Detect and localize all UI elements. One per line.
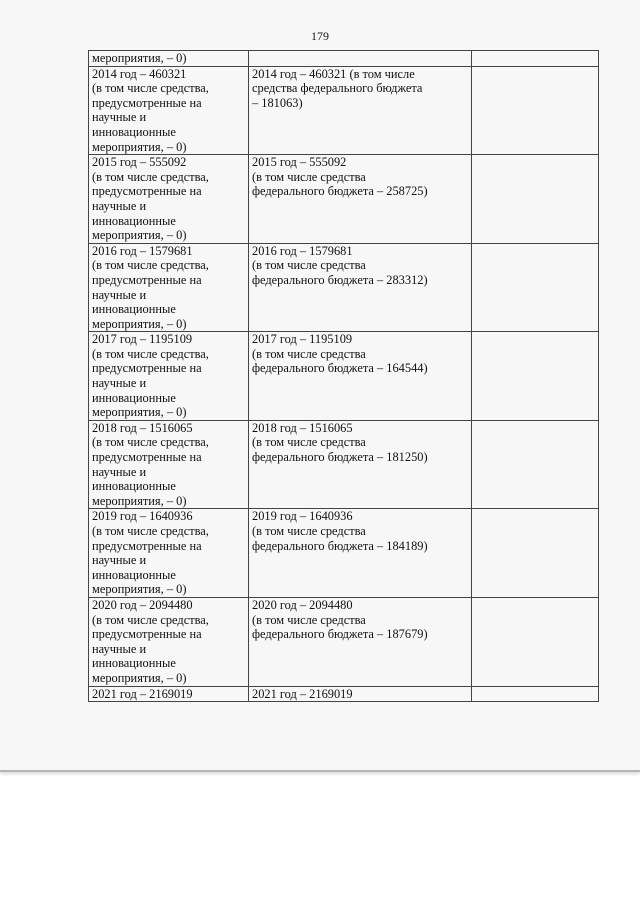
cell-line: (в том числе средства, [92,346,209,361]
cell-line: федерального бюджета – 181250) [252,450,428,465]
cell-line: (в том числе средства [252,524,366,538]
cell-line: научные и [92,553,147,568]
cell-line: (в том числе средства [252,258,366,273]
table-cell-col2 [249,66,472,155]
cell-line: предусмотренные на [92,627,202,642]
cell-line: инновационные [92,213,176,228]
table-cell-col2 [249,243,472,332]
table-row [89,509,599,598]
cell-line: 2021 год – 2169019 [92,686,193,701]
cell-line: (в том числе средства, [92,612,209,627]
table-cell-col3 [472,66,599,155]
table-cell-col2 [249,420,472,509]
table-cell-col1 [89,686,249,702]
cell-line: мероприятия, – 0) [92,405,187,420]
table-row [89,155,599,244]
cell-line: 2016 год – 1579681 [252,243,353,258]
cell-line: (в том числе средства [252,435,366,450]
budget-table-body [89,51,599,702]
cell-line: предусмотренные на [92,538,202,553]
cell-line: (в том числе средства, [92,524,209,538]
table-cell-col2 [249,597,472,686]
cell-line: научные и [92,641,147,656]
cell-line: научные и [92,198,147,213]
table-cell-col2 [249,155,472,244]
table-cell-col2 [249,51,472,67]
cell-line: мероприятия, – 0) [92,228,187,243]
table-row [89,332,599,421]
table-cell-col1 [89,597,249,686]
cell-line: (в том числе средства [252,612,366,627]
cell-line: мероприятия, – 0) [92,493,187,508]
table-row-continued [89,51,599,67]
cell-line: инновационные [92,656,176,671]
budget-table [88,50,599,702]
cell-line: 2015 год – 555092 [92,155,187,170]
table-cell-col2 [249,686,472,702]
cell-line: мероприятия, – 0) [92,670,187,685]
cell-line: 2016 год – 1579681 [92,243,193,258]
table-row-last [89,686,599,702]
cell-line: инновационные [92,302,176,317]
cell-line: федерального бюджета – 164544) [252,361,428,376]
cell-line: предусмотренные на [92,450,202,465]
cell-line: 2014 год – 460321 (в том числе [252,66,415,81]
cell-line: научные и [92,287,147,302]
cell-line: предусмотренные на [92,184,202,199]
cell-line: средства федерального бюджета [252,81,423,96]
cell-line: (в том числе средства, [92,81,209,96]
cell-line: федерального бюджета – 187679) [252,627,428,642]
table-cell-col1 [89,51,249,67]
cell-line: (в том числе средства, [92,435,209,450]
table-cell-col1 [89,155,249,244]
cell-line: научные и [92,464,147,479]
cell-line: инновационные [92,567,176,582]
table-cell-col1 [89,243,249,332]
table-cell-col2 [249,332,472,421]
table-cell-col3 [472,155,599,244]
cell-line: – 181063) [252,95,303,110]
table-row [89,597,599,686]
table-cell-col1 [89,66,249,155]
cell-line: мероприятия, – 0) [92,316,187,331]
cell-line: инновационные [92,479,176,494]
table-cell-col1 [89,420,249,509]
cell-line: федерального бюджета – 258725) [252,184,428,199]
table-row [89,66,599,155]
table-cell-col3 [472,332,599,421]
cell-line: 2017 год – 1195109 [92,332,193,347]
table-cell-col1 [89,509,249,598]
cell-line: 2021 год – 2169019 [252,686,353,701]
cell-line: (в том числе средства, [92,258,209,273]
cell-line: (в том числе средства, [92,169,209,184]
table-row [89,420,599,509]
cell-line: 2015 год – 555092 [252,155,347,170]
table-cell-col3 [472,420,599,509]
cell-line: предусмотренные на [92,272,202,287]
table-row [89,243,599,332]
cell-line: 2019 год – 1640936 [92,509,193,524]
cell-line: мероприятия, – 0) [92,582,187,597]
cell-line: инновационные [92,124,176,139]
cell-line: федерального бюджета – 283312) [252,272,428,287]
table-cell-col2 [249,509,472,598]
cell-line: инновационные [92,390,176,405]
cell-line: предусмотренные на [92,361,202,376]
cell-line: (в том числе средства [252,169,366,184]
table-cell-col3 [472,686,599,702]
cell-line: федерального бюджета – 184189) [252,538,428,553]
cell-line: (в том числе средства [252,346,366,361]
cell-line: 2014 год – 460321 [92,66,187,81]
cell-line: 2020 год – 2094480 [92,597,193,612]
cell-line: 2017 год – 1195109 [252,332,353,347]
cell-line: мероприятия, – 0) [92,139,187,154]
table-cell-col3 [472,509,599,598]
table-cell-col3 [472,597,599,686]
table-cell-col1 [89,332,249,421]
cell-line: мероприятия, – 0) [92,51,187,65]
page-number: 179 [311,29,329,43]
table-cell-col3 [472,243,599,332]
cell-line: научные и [92,110,147,125]
cell-line: 2020 год – 2094480 [252,597,353,612]
table-cell-col3 [472,51,599,67]
cell-line: 2019 год – 1640936 [252,509,353,524]
cell-line: научные и [92,376,147,391]
cell-line: 2018 год – 1516065 [92,420,193,435]
cell-line: 2018 год – 1516065 [252,420,353,435]
cell-line: предусмотренные на [92,95,202,110]
